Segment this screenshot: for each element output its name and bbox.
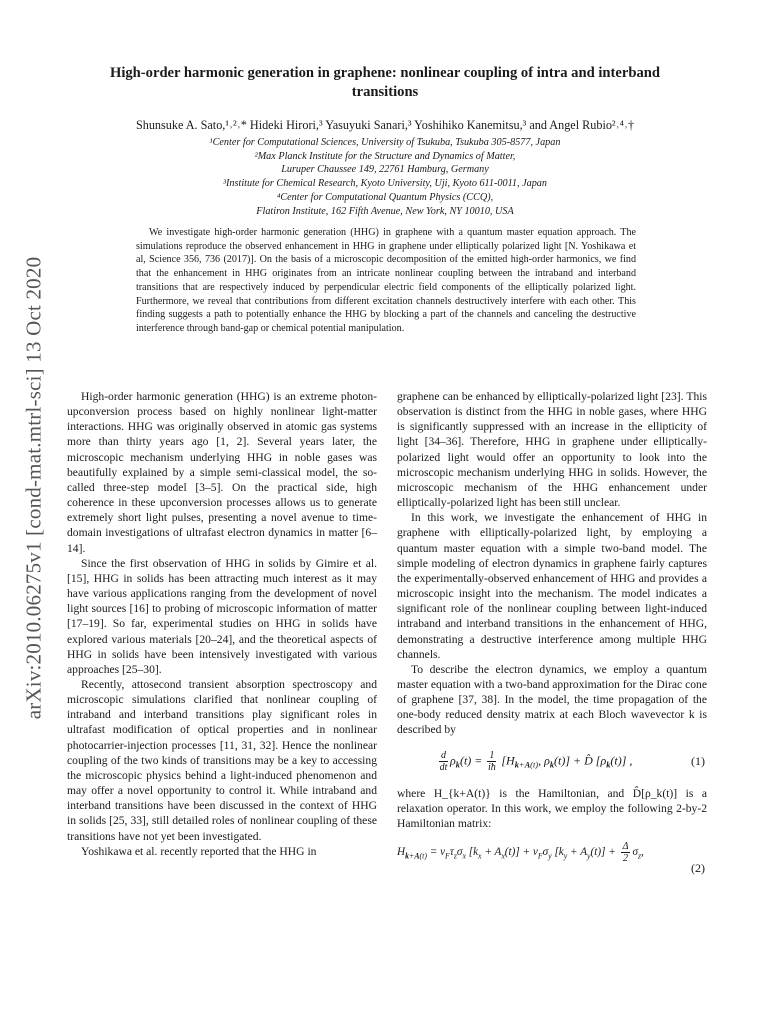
equation-number: (2) xyxy=(691,861,705,876)
paragraph: where H_{k+A(t)} is the Hamiltonian, and D̂[ρ_k(t)] is a relaxation operator. In this work, we employ the following 2-by-2 Hamiltonian matrix: xyxy=(397,786,707,830)
paragraph: To describe the electron dynamics, we employ a quantum master equation with a two-band approximation for the Dirac cone of graphene [37, 38]. In the model, the time propagation of the one-body reduced density matrix at each Bloch wavevector k is described by xyxy=(397,662,707,737)
equation-2-body: $H_{k+A(t)} = v_F\tau_z\sigma_x$ $[k_x + A_x(t)] + v_F\sigma_y$ $[k_y + A_y(t)]$ + $\frac{\Delta}{2}$ $\sigma_z$, xyxy=(397,841,644,865)
author-list: Shunsuke A. Sato,¹˒²˒* Hideki Hirori,³ Yasuyuki Sanari,³ Yoshihiko Kanemitsu,³ and Angel Rubio²˒⁴˒† xyxy=(135,118,635,132)
affiliation-line: ²Max Planck Institute for the Structure and Dynamics of Matter, xyxy=(254,150,516,162)
affiliation-line: ⁴Center for Computational Quantum Physics (CCQ), xyxy=(276,191,494,203)
paragraph: Yoshikawa et al. recently reported that the HHG in xyxy=(81,844,317,858)
right-column xyxy=(397,389,707,877)
equation-2 xyxy=(397,831,707,877)
arxiv-identifier: arXiv:2010.06275v1 [cond-mat.mtrl-sci] 13 Oct 2020 xyxy=(21,256,46,720)
paragraph: graphene can be enhanced by elliptically-polarized light [23]. This observation is distinct from the HHG in noble gases, where HHG is significantly suppressed with an increase in the ellipticity of light [34–36]. Therefore, HHG in graphene under elliptically-polarized light would offer an opportunity to look into the microscopic mechanism underlying HHG in solids. However, the microscopic mechanism of the HHG enhancement under elliptically-polarized light has been still unclear. xyxy=(397,390,707,510)
affiliation-line: Luruper Chaussee 149, 22761 Hamburg, Germany xyxy=(281,164,489,176)
affiliation-line: ¹Center for Computational Sciences, University of Tsukuba, Tsukuba 305-8577, Japan xyxy=(209,137,561,148)
left-column xyxy=(67,389,377,859)
paragraph: Since the first observation of HHG in solids by Gimire et al. [15], HHG in solids has been attracting much interest as it may have various applications ranging from the development of novel light sources [16] to probing of microscopic information of matter [17–19]. So far, experimental studies on HHG in solids have explored various materials [20–24], and the theoretical aspects of HHG in solids have been intensively investigated with various approaches [25–30]. xyxy=(67,556,377,676)
abstract: We investigate high-order harmonic generation (HHG) in graphene with a quantum master equation approach. The simulations reproduce the observed enhancement in HHG in graphene under elliptically polarized light [N. Yoshikawa et al, Science 356, 736 (2017)]. On the basis of a microscopic decomposition of the emitted high-order harmonics, we find that the enhancement in HHG originates from an intricate nonlinear coupling between the intraband and interband transitions that are respectively induced by perpendicular electric field components of the elliptically polarized light. Furthermore, we reveal that contributions from different excitation channels destructively interfere with each other. This finding suggests a path to potentially enhance the HHG by blocking a part of the channels and canceling the destructive interference through band-gap or chemical potential manipulation. xyxy=(136,227,636,334)
paragraph: High-order harmonic generation (HHG) is an extreme photon-upconversion process based on highly nonlinear light-matter interactions. HHG was originally observed in atomic gas systems more than thirty years ago [1, 2]. Several years later, the microscopic mechanism underlying HHG in noble gases was beautifully explained by a simple semi-classical model, the so-called three-step model [3–5]. On the practical side, high coherence in these upconversion processes allows us to generate extremely short light pulses, presenting a novel avenue to time-domain investigations of ultrafast electron dynamics in matter [6–14]. xyxy=(67,390,377,555)
affiliation-line: ³Institute for Chemical Research, Kyoto University, Uji, Kyoto 611-0011, Japan xyxy=(222,178,547,190)
paragraph: In this work, we investigate the enhancement of HHG in graphene with elliptically-polarized light, by employing a quantum master equation with a simple two-band model. The simple modeling of electron dynamics in graphene fairly captures the experimentally-observed enhancement of HHG and provides a microscopic insight into the mechanism. The model indicates a significant role of the nonlinear coupling between light-induced intraband and interband transitions in the enhancement of HHG, demonstrating a destructive interference among multiple HHG channels. xyxy=(397,511,707,661)
affiliation-line: Flatiron Institute, 162 Fifth Avenue, New York, NY 10010, USA xyxy=(256,205,514,217)
equation-number: (1) xyxy=(691,753,705,768)
affiliations xyxy=(90,136,680,218)
paper-title: High-order harmonic generation in graphene: nonlinear coupling of intra and interband transitions xyxy=(109,65,660,100)
equation-1-body: $\frac{d}{dt}$ $\rho_k(t)$ = $\frac{1}{iħ}$ [$H_{k+A(t)}$, $\rho_k(t)$] + D̂ $[\rho_k(t)]$ , xyxy=(439,749,633,773)
paragraph: Recently, attosecond transient absorption spectroscopy and microscopic simulations clarified that nonlinear coupling of intraband and interband transitions play significant roles in ultrafast modification of optical properties and in nonlinear photocarrier-injection processes [11, 31, 32]. Hence the nonlinear coupling of the two kinds of transitions may be a key to accessing the microscopic physics behind a light-induced phenomenon and may offer a novel opportunity to control it. While intraband and interband transitions have been discussed in the context of HHG in solids [25, 33], still detailed roles of nonlinear coupling of these transitions have not yet been investigated. xyxy=(67,677,377,843)
equation-1 xyxy=(397,738,707,786)
